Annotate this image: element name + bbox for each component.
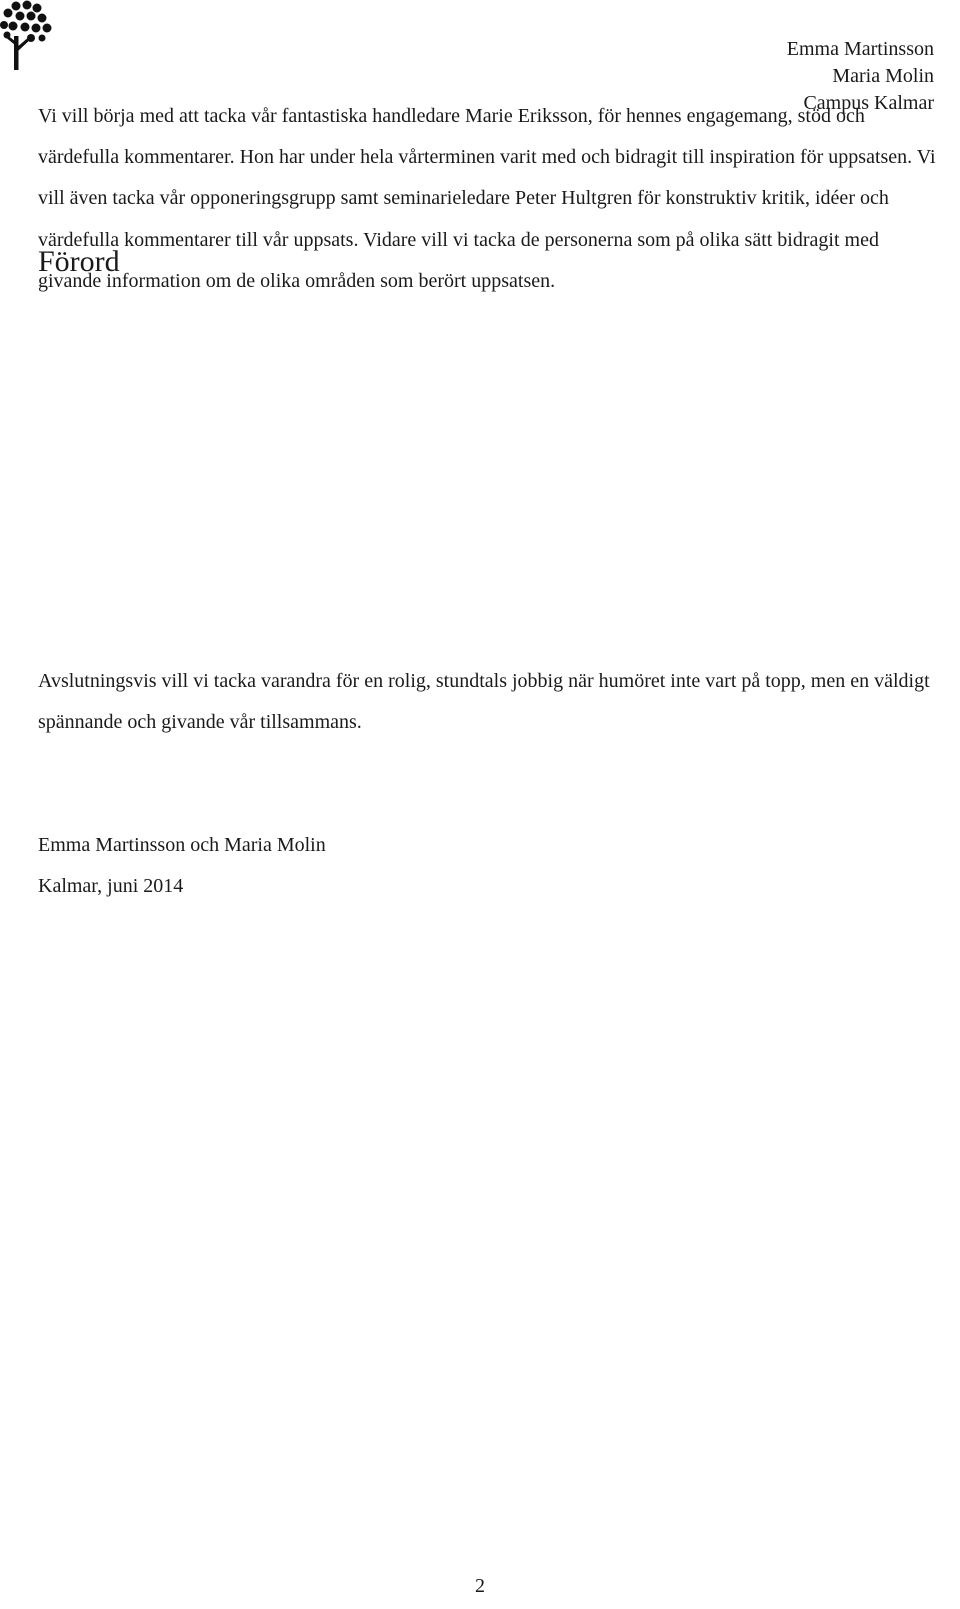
page-number: 2	[475, 1575, 485, 1597]
signature-block	[38, 825, 326, 907]
header-author-2: Maria Molin	[832, 65, 934, 87]
tree-logo-icon	[0, 0, 56, 72]
paragraph-closing	[38, 661, 938, 743]
page-title: Förord	[38, 245, 120, 278]
paragraph-acknowledgements	[38, 96, 938, 302]
paragraph-acknowledgements-text: Vi vill börja med att tacka vår fantastiska handledare Marie Eriksson, för hennes engagemang, stöd och värdefulla kommentarer. Hon har under hela vårterminen varit med och bidragit till inspiration för uppsatsen. Vi vill även tacka vår opponeringsgrupp samt seminarieledare Peter Hultgren för konstruktiv kritik, idéer och värdefulla kommentarer till vår uppsats. Vidare vill vi tacka de personerna som på olika sätt bidragit med givande information om de olika områden som berört uppsatsen.	[38, 105, 936, 292]
header-author-1: Emma Martinsson	[786, 38, 934, 60]
signature-names: Emma Martinsson och Maria Molin	[38, 834, 326, 856]
header-campus: Campus Kalmar	[803, 92, 934, 114]
signature-place-date: Kalmar, juni 2014	[38, 875, 184, 897]
paragraph-closing-text: Avslutningsvis vill vi tacka varandra för en rolig, stundtals jobbig när humöret inte vart på topp, men en väldigt spännande och givande vår tillsammans.	[38, 670, 930, 734]
